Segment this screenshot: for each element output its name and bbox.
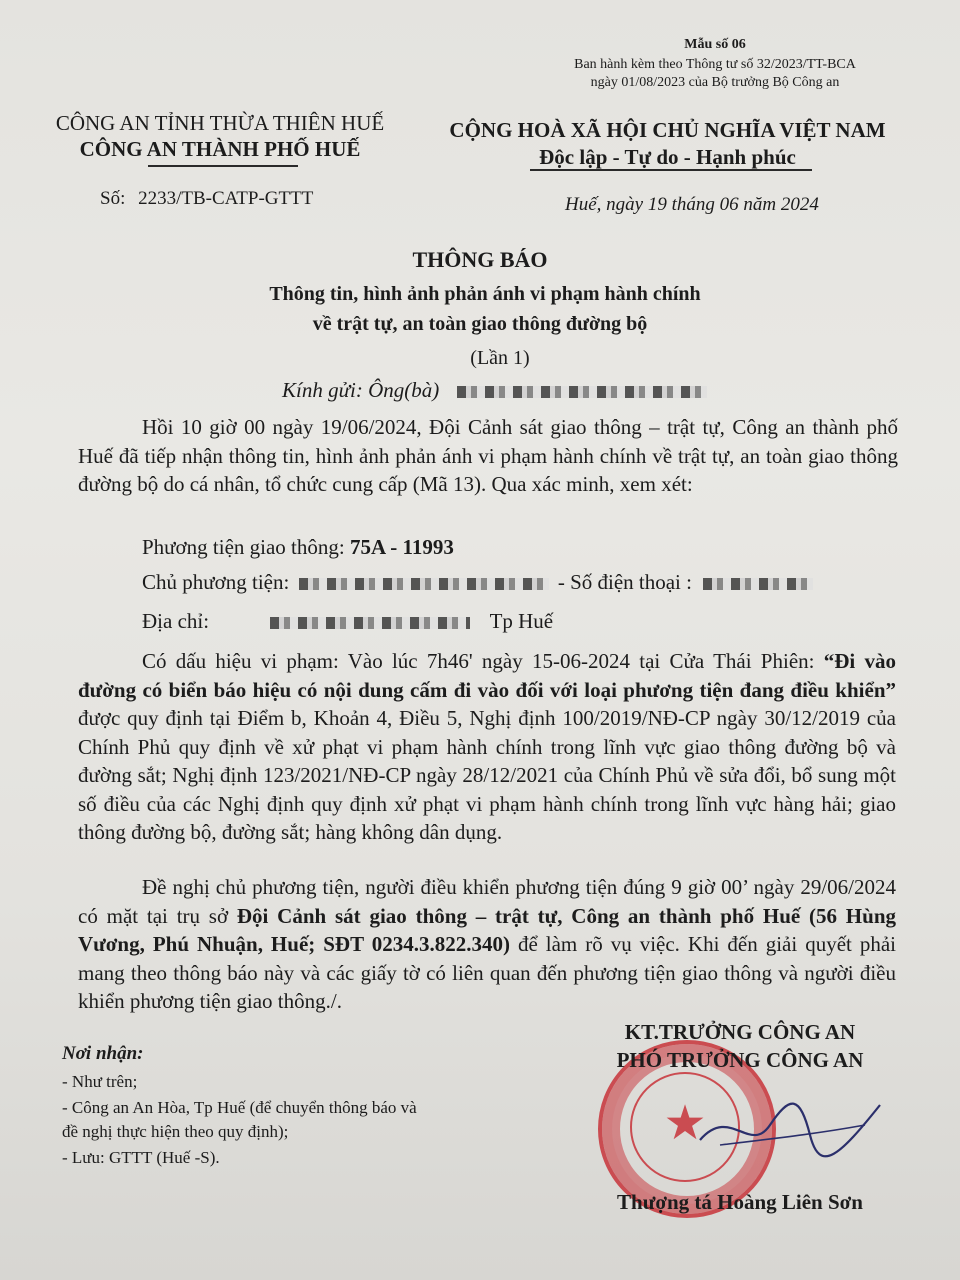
agency-parent: CÔNG AN TỈNH THỪA THIÊN HUẾ (55, 111, 385, 135)
agency-underline (148, 165, 298, 167)
signature-title-1: KT.TRƯỞNG CÔNG AN (624, 1020, 856, 1044)
recipients-item-2b: đề nghị thực hiện theo quy định); (62, 1122, 289, 1141)
recipients-item-3: - Lưu: GTTT (Huế -S). (62, 1148, 220, 1167)
signature-title-2: PHÓ TRƯỞNG CÔNG AN (616, 1048, 864, 1072)
address-label: Địa chỉ: (142, 609, 210, 633)
owner-label: Chủ phương tiện: (142, 570, 290, 594)
redacted-owner (299, 578, 549, 590)
issue-date: Huế, ngày 19 tháng 06 năm 2024 (565, 194, 819, 215)
recipients-item-2a: - Công an An Hòa, Tp Huế (để chuyển thông báo và (62, 1098, 417, 1117)
national-motto: Độc lập - Tự do - Hạnh phúc (539, 145, 796, 169)
form-reference-line1: Ban hành kèm theo Thông tư số 32/2023/TT-BCA (574, 57, 856, 72)
recipient-label: Kính gửi: Ông(bà) (282, 378, 440, 402)
notice-iteration: (Lần 1) (470, 347, 530, 369)
form-number: Mẫu số 06 (684, 37, 746, 52)
request-start: Đề nghị chủ phương tiện, người điều khiển phương tiện đúng 9 giờ 00’ ngày 29/06/2024 có mặt tại trụ sở (78, 875, 896, 928)
phone-label: - Số điện thoại : (557, 570, 692, 594)
recipients-heading: Nơi nhận: (62, 1043, 144, 1064)
document-number (100, 186, 313, 212)
recipient-line (282, 376, 707, 404)
request-paragraph (78, 873, 896, 1016)
vehicle-plate: 75A - 11993 (349, 535, 454, 559)
redacted-phone (703, 578, 813, 590)
redacted-name (457, 386, 707, 398)
violation-intro: Có dấu hiệu vi phạm: Vào lúc 7h46' ngày 15-06-2024 tại Cửa Thái Phiên: (142, 649, 815, 673)
request-location: Đội Cảnh sát giao thông – trật tự, Công an thành phố Huế (56 Hùng Vương, Phú Nhuận, Huế; SĐT 0234.3.822.340) (78, 903, 896, 956)
document-title: THÔNG BÁO (412, 247, 548, 272)
redacted-address (270, 617, 470, 629)
violation-description: “Đi vào đường có biển báo hiệu có nội dung cấm đi vào đối với loại phương tiện đang điều khiển” (78, 649, 897, 702)
handwritten-signature (690, 1085, 890, 1165)
signer-name: Thượng tá Hoàng Liên Sơn (617, 1190, 863, 1214)
address-line (142, 607, 553, 635)
intro-paragraph: Hồi 10 giờ 00 ngày 19/06/2024, Đội Cảnh sát giao thông – trật tự, Công an thành phố Huế đã tiếp nhận thông tin, hình ảnh phản ánh vi phạm hành chính về trật tự, an toàn giao thông đường bộ do cá nhân, tổ chức cung cấp (Mã 13). Qua xác minh, xem xét: (78, 415, 898, 496)
recipients-item-1: - Như trên; (62, 1072, 138, 1091)
address-city: Tp Huế (489, 609, 554, 633)
document-number-value: 2233/TB-CATP-GTTT (138, 188, 314, 209)
form-reference-line2: ngày 01/08/2023 của Bộ trưởng Bộ Công an (590, 75, 840, 90)
document-subtitle-1: Thông tin, hình ảnh phản ánh vi phạm hành chính (269, 283, 701, 305)
violation-paragraph (78, 647, 896, 847)
motto-underline (530, 169, 812, 171)
document-subtitle-2: về trật tự, an toàn giao thông đường bộ (312, 313, 648, 335)
vehicle-label: Phương tiện giao thông: (142, 535, 345, 559)
nation-title: CỘNG HOÀ XÃ HỘI CHỦ NGHĨA VIỆT NAM (449, 118, 886, 142)
vehicle-line (142, 533, 454, 561)
document-number-label: Số: (100, 188, 126, 209)
owner-line (142, 568, 813, 596)
violation-legal-basis: được quy định tại Điểm b, Khoản 4, Điều 5, Nghị định 100/2019/NĐ-CP ngày 30/12/2019 của Chính Phủ quy định về xử phạt vi phạm hành chính trong lĩnh vực giao thông đường bộ và đường sắt; Nghị định 123/2021/NĐ-CP ngày 28/12/2021 của Chính Phủ về sửa đổi, bổ sung một số điều của các Nghị định quy định xử phạt vi phạm hành chính trong lĩnh vực hàng hải; giao thông đường bộ, đường sắt; hàng không dân dụng. (78, 706, 896, 844)
agency-name: CÔNG AN THÀNH PHỐ HUẾ (79, 137, 361, 161)
seal-star-icon: ★ (663, 1097, 707, 1150)
request-end: để làm rõ vụ việc. Khi đến giải quyết phải mang theo thông báo này và các giấy tờ có liên quan đến phương tiện giao thông và người điều khiển phương tiện giao thông./. (78, 932, 897, 1013)
